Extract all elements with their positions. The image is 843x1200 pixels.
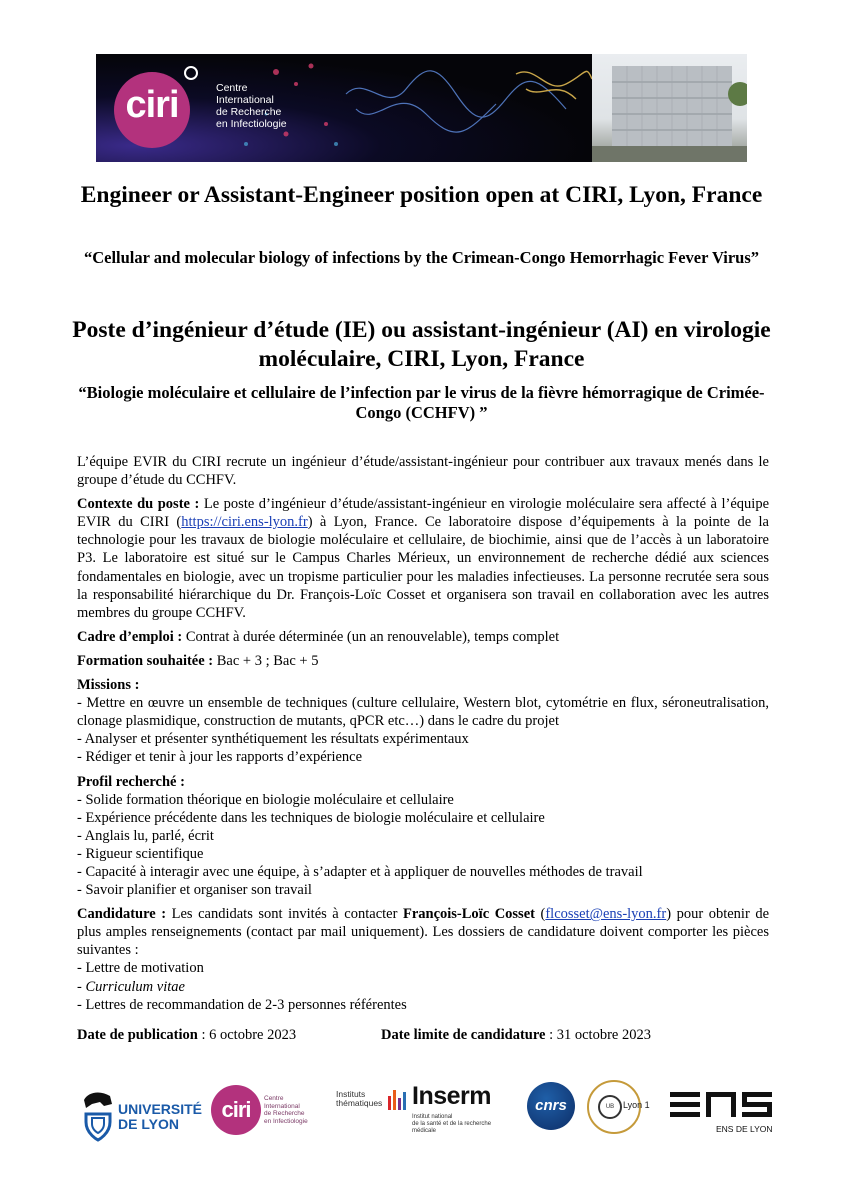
- intro-paragraph: L’équipe EVIR du CIRI recrute un ingénieur d’étude/assistant-ingénieur pour contribuer aux travaux menés dans le groupe d’étude du CCHFV.: [77, 454, 769, 489]
- application-text-c: ) pour obtenir de plus amples renseignements (contact par mail uniquement). Les dossiers de candidature doivent comporter les pièces suivantes :: [77, 906, 770, 959]
- document-item: [77, 978, 769, 996]
- context-label: Contexte du poste :: [77, 496, 200, 513]
- inserm-subtitle: Institut national de la santé et de la recherche médicale: [412, 1114, 492, 1134]
- inserm-name: Inserm: [412, 1082, 491, 1110]
- inserm-bars-icon: [388, 1086, 408, 1116]
- deadline-date-value: : 31 octobre 2023: [545, 1027, 651, 1043]
- ciri-logo-text: Centre International de Recherche en Infectiologie: [216, 82, 287, 130]
- profile-label: Profil recherché :: [77, 773, 185, 790]
- job-description: [77, 453, 769, 1020]
- education-label: Formation souhaitée :: [77, 652, 214, 669]
- lyon1-logo: [587, 1080, 650, 1134]
- application-paragraph: [77, 905, 769, 959]
- lyon1-label: Lyon 1: [623, 1100, 650, 1110]
- profile-item: - Anglais lu, parlé, écrit: [77, 827, 214, 844]
- ciri-footer-text: Centre International de Recherche en Infectiologie: [264, 1095, 308, 1125]
- header-banner: [96, 54, 747, 162]
- universite-de-lyon-label: UNIVERSITÉ DE LYON: [118, 1101, 203, 1132]
- deadline-date: [381, 1026, 651, 1044]
- inserm-instituts-text: Instituts thématiques: [336, 1089, 383, 1108]
- employment-paragraph: [77, 628, 769, 646]
- application-label: Candidature :: [77, 906, 167, 923]
- ens-caption: ENS DE LYON: [716, 1124, 773, 1134]
- building-photo: [592, 54, 747, 162]
- inserm-logo: [336, 1082, 516, 1142]
- mission-item: - Mettre en œuvre un ensemble de techniques (culture cellulaire, Western blot, cytométrie en flux, séroneutralisation, clonage plasmidique, construction de mutants, qPCR etc…) dans le cadre du projet: [77, 695, 769, 730]
- ens-wordmark-icon: [670, 1092, 775, 1122]
- ciri-website-link[interactable]: https://ciri.ens-lyon.fr: [181, 514, 308, 531]
- publication-date-value: : 6 octobre 2023: [197, 1027, 297, 1043]
- employment-label: Cadre d’emploi :: [77, 628, 183, 645]
- profile-item: - Rigueur scientifique: [77, 845, 204, 862]
- context-text-a: Le poste d’ingénieur d’étude/assistant-ingénieur en virologie moléculaire sera affecté à l’équipe EVIR du CIRI (: [77, 496, 770, 531]
- document-item: - Lettres de recommandation de 2-3 personnes référentes: [77, 996, 407, 1013]
- employment-text: Contrat à durée déterminée (un an renouvelable), temps complet: [182, 628, 560, 645]
- contact-email-link[interactable]: flcosset@ens-lyon.fr: [545, 906, 667, 923]
- application-text-b: (: [534, 906, 546, 923]
- education-text: Bac + 3 ; Bac + 5: [213, 652, 319, 669]
- cnrs-logo: cnrs: [527, 1082, 575, 1130]
- lyon1-inner: UB: [598, 1095, 622, 1119]
- deadline-date-label: Date limite de candidature: [381, 1027, 546, 1043]
- ciri-logo-word: ciri: [125, 84, 179, 126]
- document-cv: Curriculum vitae: [85, 978, 185, 995]
- english-title: Engineer or Assistant-Engineer position open at CIRI, Lyon, France: [80, 182, 763, 208]
- partner-logos: [0, 1070, 843, 1150]
- dates-row: [77, 1026, 769, 1044]
- mission-item: - Rédiger et tenir à jour les rapports d’expérience: [77, 749, 363, 766]
- ciri-logo-dot: [184, 66, 198, 80]
- mission-item: - Analyser et présenter synthétiquement les résultats expérimentaux: [77, 731, 469, 748]
- profile-section: [77, 773, 769, 900]
- profile-item: - Savoir planifier et organiser son travail: [77, 882, 312, 899]
- missions-label: Missions :: [77, 677, 140, 694]
- profile-item: - Solide formation théorique en biologie moléculaire et cellulaire: [77, 791, 454, 808]
- lion-icon: [80, 1088, 116, 1148]
- universite-de-lyon-text: [118, 1102, 202, 1132]
- application-section: [77, 905, 769, 1014]
- context-paragraph: [77, 495, 769, 622]
- french-title: Poste d’ingénieur d’étude (IE) ou assistant-ingénieur (AI) en virologie moléculaire, CIRI, Lyon, France: [72, 317, 771, 372]
- application-text-a: Les candidats sont invités à contacter: [166, 906, 403, 923]
- universite-de-lyon-logo: [80, 1080, 210, 1140]
- document-item: - Lettre de motivation: [77, 960, 204, 977]
- education-paragraph: [77, 652, 769, 670]
- publication-date: [77, 1027, 296, 1043]
- contact-name: François-Loïc Cosset: [402, 906, 535, 923]
- missions-section: [77, 676, 769, 766]
- document-dash: -: [77, 978, 86, 995]
- ciri-footer-circle: ciri: [211, 1085, 261, 1135]
- context-text-b: ) à Lyon, France. Ce laboratoire dispose d’équipements à la pointe de la technologie pour les travaux de biologie moléculaire et cellulaire, de biochimie, ainsi que de l’accès à un laboratoire P3. Le laboratoire est situé sur le Campus Charles Mérieux, un environnement de recherche dédié aux sciences fondamentales en biologie, avec un tropisme particulier pour les maladies infectieuses. La personne recrutée sera sous la responsabilité hiérarchique du Dr. François-Loïc Cosset et organisera son travail en collaboration avec les autres membres du groupe CCHFV.: [77, 514, 769, 621]
- english-subtitle: “Cellular and molecular biology of infections by the Crimean-Congo Hemorrhagic Fever Virus”: [83, 248, 760, 267]
- publication-date-label: Date de publication: [77, 1027, 198, 1043]
- profile-item: - Expérience précédente dans les techniques de biologie moléculaire et cellulaire: [77, 809, 545, 826]
- ens-de-lyon-logo: [670, 1092, 775, 1142]
- profile-item: - Capacité à interagir avec une équipe, à s’adapter et à appliquer de nouvelles méthodes de travail: [77, 863, 643, 880]
- french-subtitle: “Biologie moléculaire et cellulaire de l’infection par le virus de la fièvre hémorragique de Crimée-Congo (CCHFV) ”: [78, 383, 765, 422]
